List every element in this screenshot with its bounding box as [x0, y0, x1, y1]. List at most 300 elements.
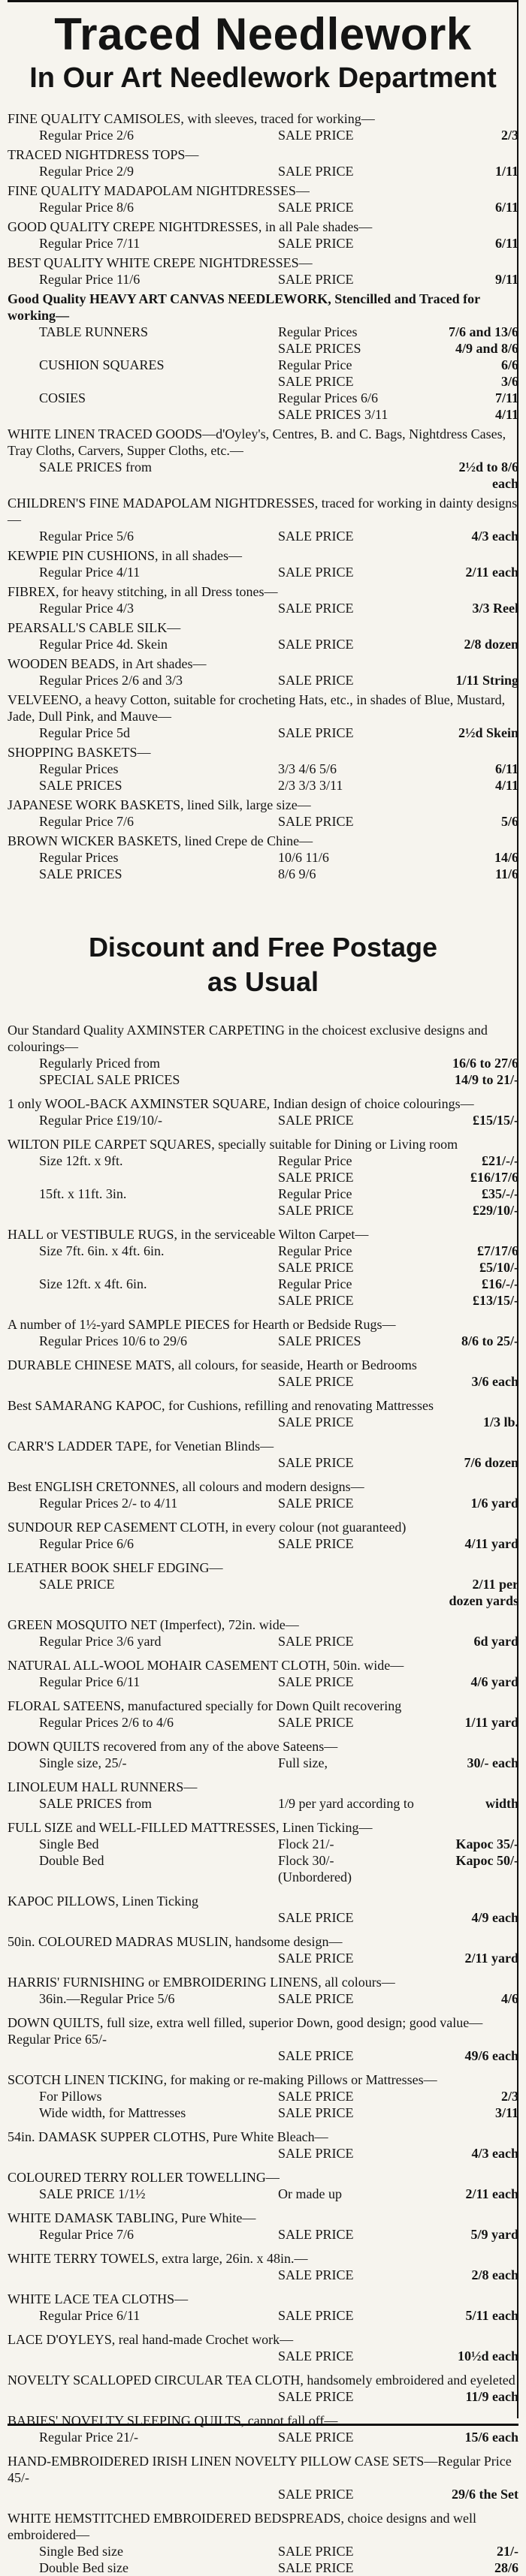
entry-description: PEARSALL'S CABLE SILK— [8, 620, 181, 635]
price-label: Double Bed size [39, 2560, 128, 2575]
entry-description: BABIES' NOVELTY SLEEPING QUILTS, cannot fall off— [8, 2413, 338, 2428]
entry-description: DOWN QUILTS recovered from any of the above Sateens— [8, 1739, 338, 1754]
listing-entry [8, 2331, 518, 2364]
listing-entry [8, 1357, 518, 1390]
price-label: TABLE RUNNERS [39, 324, 149, 339]
price-value: 7/11 [494, 390, 518, 405]
price-value: 4/6 [500, 1991, 518, 2006]
price-row [8, 777, 518, 794]
price-row [8, 1202, 518, 1219]
price-row [8, 1373, 518, 1390]
price-mid: SALE PRICES [278, 341, 361, 356]
price-label: Size 12ft. x 9ft. [39, 1153, 123, 1168]
listing-entry [8, 833, 518, 882]
entry-description: WHITE LINEN TRACED GOODS—d'Oyley's, Centres, B. and C. Bags, Nightdress Cases, Tray Cloths, Carvers, Supper Cloths, etc.— [8, 426, 506, 458]
price-row [8, 2559, 518, 2576]
price-mid: 8/6 9/6 [278, 866, 316, 881]
price-value: 3/6 each [471, 1374, 518, 1389]
listing-entry [8, 2014, 518, 2064]
price-label: Regular Prices 10/6 to 29/6 [39, 1333, 187, 1348]
entry-description: LEATHER BOOK SHELF EDGING— [8, 1560, 223, 1575]
listing-entry [8, 583, 518, 616]
price-row [8, 1055, 518, 1071]
price-value: 5/6 [500, 814, 518, 829]
entry-description: 50in. COLOURED MADRAS MUSLIN, handsome design— [8, 1934, 343, 1949]
listing-entry [8, 426, 518, 492]
price-mid: Regular Price [278, 357, 352, 372]
price-label: Regular Price 6/6 [39, 1536, 134, 1551]
price-row [8, 163, 518, 179]
price-row [8, 1169, 518, 1186]
price-label: Regular Price 4/11 [39, 565, 141, 580]
entry-description: A number of 1½-yard SAMPLE PIECES for Hearth or Bedside Rugs— [8, 1317, 396, 1332]
price-row [8, 127, 518, 143]
price-row [8, 1186, 518, 1202]
price-row [8, 1909, 518, 1926]
listing-entry [8, 1095, 518, 1128]
entry-description: HALL or VESTIBULE RUGS, in the serviceable Wilton Carpet— [8, 1227, 369, 1242]
price-mid: SALE PRICES 3/11 [278, 407, 388, 422]
furnishing-listing [8, 1022, 518, 2576]
listing-entry [8, 2210, 518, 2243]
price-value: £7/17/6 [476, 1243, 518, 1258]
entry-description: WHITE TERRY TOWELS, extra large, 26in. x 48in.— [8, 2251, 308, 2266]
price-value: 6/11 [494, 200, 518, 215]
listing-entry [8, 1316, 518, 1349]
price-value: 4/3 each [471, 2146, 518, 2161]
listing-entry [8, 2453, 518, 2502]
entry-description: LACE D'OYLEYS, real hand-made Crochet work— [8, 2332, 294, 2347]
price-mid: SALE PRICE [278, 725, 354, 740]
price-value: £16/17/6 [470, 1170, 518, 1185]
entry-description: DURABLE CHINESE MATS, all colours, for seaside, Hearth or Bedrooms [8, 1357, 417, 1372]
listing-entry [8, 1819, 518, 1885]
price-row [8, 1852, 518, 1869]
price-label: SPECIAL SALE PRICES [39, 1072, 180, 1087]
price-label: For Pillows [39, 2089, 102, 2104]
entry-description: WILTON PILE CARPET SQUARES, specially suitable for Dining or Living room [8, 1137, 458, 1152]
price-label: Regular Price 2/9 [39, 164, 134, 179]
price-label: Single Bed size [39, 2544, 123, 2559]
listing-entry [8, 2129, 518, 2162]
price-value: £35/-/- [482, 1186, 518, 1201]
price-row [8, 2145, 518, 2162]
price-value: £13/15/- [473, 1293, 518, 1308]
listing-entry [8, 110, 518, 143]
price-row [8, 373, 518, 390]
price-row [8, 1576, 518, 1609]
price-value: 2/8 each [471, 2267, 518, 2282]
price-value: 7/6 dozen [464, 1455, 518, 1470]
price-mid: SALE PRICE [278, 2560, 354, 2575]
price-value: 4/6 yard [470, 1674, 518, 1689]
listing-entry [8, 1616, 518, 1650]
price-row [8, 2186, 518, 2202]
price-label: COSIES [39, 390, 86, 405]
price-label: SALE PRICES from [39, 1796, 153, 1811]
price-row [8, 528, 518, 544]
price-row [8, 2486, 518, 2502]
price-mid: SALE PRICE [278, 2146, 354, 2161]
price-value: 15/6 each [464, 2430, 518, 2445]
price-label: Regular Price 7/6 [39, 814, 134, 829]
price-label: SALE PRICE 1/1½ [39, 2186, 146, 2201]
price-row [8, 406, 518, 423]
price-mid: Full size, [278, 1755, 328, 1770]
price-row [8, 866, 518, 882]
listing-entry [8, 1933, 518, 1966]
price-mid: SALE PRICE [278, 1260, 354, 1275]
entry-description: NATURAL ALL-WOOL MOHAIR CASEMENT CLOTH, 50in. wide— [8, 1658, 404, 1673]
price-value: 4/11 yard [464, 1536, 518, 1551]
entry-description: DOWN QUILTS, full size, extra well filled, superior Down, good design; good value—Regular Price 65/- [8, 2015, 483, 2047]
listing-entry [8, 1738, 518, 1771]
price-label: Regular Price 7/6 [39, 2227, 134, 2242]
listing-entry [8, 1397, 518, 1430]
price-value: 1/11 [494, 164, 518, 179]
entry-description: WHITE LACE TEA CLOTHS— [8, 2291, 189, 2306]
price-mid: Regular Price [278, 1276, 352, 1291]
price-value: 5/11 each [465, 2308, 518, 2323]
price-mid: SALE PRICE [278, 2267, 354, 2282]
entry-description: NOVELTY SCALLOPED CIRCULAR TEA CLOTH, handsomely embroidered and eyeleted [8, 2373, 515, 2388]
entry-description: GREEN MOSQUITO NET (Imperfect), 72in. wide— [8, 1617, 299, 1632]
price-value: 4/11 [494, 407, 518, 422]
price-label: Regular Price 4d. Skein [39, 637, 168, 652]
price-row [8, 324, 518, 340]
price-value: 2/3 [500, 128, 518, 143]
price-label: SALE PRICES from [39, 459, 153, 475]
price-row [8, 2088, 518, 2104]
entry-description: SUNDOUR REP CASEMENT CLOTH, in every colour (not guaranteed) [8, 1520, 407, 1535]
price-mid: 10/6 11/6 [278, 850, 329, 865]
entry-description: FINE QUALITY MADAPOLAM NIGHTDRESSES— [8, 183, 310, 198]
section-heading-line1: Discount and Free Postage [88, 932, 438, 963]
price-value: 28/6 [494, 2560, 518, 2575]
price-label: SALE PRICES [39, 866, 122, 881]
price-label: Regular Prices [39, 850, 119, 865]
entry-description: Best ENGLISH CRETONNES, all colours and modern designs— [8, 1479, 364, 1494]
price-row [8, 357, 518, 373]
listing-entry [8, 1698, 518, 1731]
price-mid: (Unbordered) [278, 1869, 352, 1885]
price-row [8, 2226, 518, 2243]
price-mid: SALE PRICE [278, 2227, 354, 2242]
listing-entry [8, 2169, 518, 2202]
price-label: SALE PRICE [39, 1577, 115, 1592]
entry-description: FULL SIZE and WELL-FILLED MATTRESSES, Linen Ticking— [8, 1820, 373, 1835]
price-mid: SALE PRICE [278, 1991, 354, 2006]
listing-entry [8, 1022, 518, 1088]
entry-description: FIBREX, for heavy stitching, in all Dress tones— [8, 584, 278, 599]
price-mid: SALE PRICE [278, 164, 354, 179]
price-value: 14/6 [494, 850, 518, 865]
page-title: Traced Needlework [54, 9, 472, 59]
price-row [8, 1112, 518, 1128]
price-label: Size 7ft. 6in. x 4ft. 6in. [39, 1243, 165, 1258]
price-mid: 1/9 per yard according to [278, 1796, 414, 1811]
price-mid: SALE PRICE [278, 2487, 354, 2502]
section-gap [8, 885, 518, 930]
price-value: 4/9 each [471, 1910, 518, 1925]
price-mid: 2/3 3/3 3/11 [278, 778, 343, 793]
price-mid: SALE PRICE [278, 1910, 354, 1925]
price-mid: Flock 30/- [278, 1853, 334, 1868]
listing-entry [8, 182, 518, 215]
price-row [8, 1755, 518, 1771]
bottom-rule [8, 2424, 518, 2426]
price-mid: SALE PRICE [278, 1674, 354, 1689]
price-row [8, 2267, 518, 2283]
price-mid: SALE PRICE [278, 128, 354, 143]
price-label: Wide width, for Mattresses [39, 2105, 186, 2120]
price-row [8, 2543, 518, 2559]
price-row [8, 1259, 518, 1276]
entry-description: HARRIS' FURNISHING or EMBROIDERING LINENS, all colours— [8, 1975, 395, 1990]
price-mid: SALE PRICE [278, 374, 354, 389]
price-mid: Regular Price [278, 1243, 352, 1258]
listing-entry [8, 1779, 518, 1812]
price-mid: SALE PRICE [278, 2544, 354, 2559]
price-mid: SALE PRICE [278, 1455, 354, 1470]
price-row [8, 2307, 518, 2324]
price-mid: SALE PRICE [278, 236, 354, 251]
price-row [8, 1454, 518, 1471]
listing-entry [8, 255, 518, 288]
price-value: 3/11 [494, 2105, 518, 2120]
price-row [8, 2348, 518, 2364]
listing-entry [8, 146, 518, 179]
entry-description: BROWN WICKER BASKETS, lined Crepe de Chine— [8, 833, 313, 848]
price-label: Size 12ft. x 4ft. 6in. [39, 1276, 147, 1291]
entry-description: LINOLEUM HALL RUNNERS— [8, 1779, 198, 1794]
price-row [8, 849, 518, 866]
price-value: 21/- [497, 2544, 518, 2559]
price-mid: SALE PRICE [278, 2089, 354, 2104]
price-value: 5/9 yard [470, 2227, 518, 2242]
entry-description: Our Standard Quality AXMINSTER CARPETING in the choicest exclusive designs and colourings— [8, 1023, 488, 1054]
price-mid: SALE PRICE [278, 601, 354, 616]
price-value: 30/- each [467, 1755, 518, 1770]
listing-entry [8, 495, 518, 544]
price-row [8, 1535, 518, 1552]
price-label: Regular Price 7/11 [39, 236, 141, 251]
price-value: 10½d each [458, 2349, 518, 2364]
price-mid: SALE PRICE [278, 1951, 354, 1966]
price-row [8, 1243, 518, 1259]
price-value: 2/3 [500, 2089, 518, 2104]
price-mid: SALE PRICE [278, 2105, 354, 2120]
listing-entry [8, 1519, 518, 1552]
price-row [8, 761, 518, 777]
price-row [8, 1633, 518, 1650]
price-mid: SALE PRICE [278, 1293, 354, 1308]
price-label: Regular Price 21/- [39, 2430, 138, 2445]
price-row [8, 813, 518, 830]
price-value: £21/-/- [482, 1153, 518, 1168]
price-mid: Regular Prices [278, 324, 358, 339]
price-row [8, 600, 518, 616]
price-mid: Flock 21/- [278, 1836, 334, 1851]
price-mid: SALE PRICE [278, 2308, 354, 2323]
top-rule [8, 0, 518, 2]
price-label: Regular Price 3/6 yard [39, 1634, 162, 1649]
listing-entry [8, 1657, 518, 1690]
price-mid: SALE PRICE [278, 1634, 354, 1649]
price-row [8, 1990, 518, 2007]
price-row [8, 1795, 518, 1812]
section-heading-line2: as Usual [207, 966, 319, 997]
listing-entry [8, 218, 518, 252]
price-value: 6d yard [473, 1634, 518, 1649]
entry-description: KEWPIE PIN CUSHIONS, in all shades— [8, 548, 242, 563]
entry-description: WHITE DAMASK TABLING, Pure White— [8, 2210, 256, 2225]
price-mid: SALE PRICE [278, 1374, 354, 1389]
price-row [8, 1495, 518, 1511]
price-value: £15/15/- [473, 1113, 518, 1128]
price-value: 6/11 [494, 236, 518, 251]
price-value: 4/3 each [471, 529, 518, 544]
listing-entry [8, 1438, 518, 1471]
price-value: £5/10/- [479, 1260, 518, 1275]
entry-description: KAPOC PILLOWS, Linen Ticking [8, 1894, 199, 1909]
price-value: 29/6 the Set [452, 2487, 518, 2502]
price-label: 15ft. x 11ft. 3in. [39, 1186, 127, 1201]
listing-entry [8, 1478, 518, 1511]
listing-entry [8, 1136, 518, 1219]
price-mid: SALE PRICE [278, 529, 354, 544]
price-row [8, 2429, 518, 2445]
price-label: Regular Prices 2/6 and 3/3 [39, 673, 183, 688]
entry-description: WHITE HEMSTITCHED EMBROIDERED BEDSPREADS, choice designs and well embroidered— [8, 2511, 476, 2542]
entry-description: CARR'S LADDER TAPE, for Venetian Blinds— [8, 1439, 274, 1454]
price-value: 9/11 [494, 272, 518, 287]
price-label: Double Bed [39, 1853, 104, 1868]
price-value: 11/6 [494, 866, 518, 881]
entry-description: BEST QUALITY WHITE CREPE NIGHTDRESSES— [8, 255, 313, 270]
listing-entry [8, 2510, 518, 2576]
price-label: Regular Price 11/6 [39, 272, 141, 287]
listing-entry [8, 291, 518, 423]
price-value: 1/11 yard [464, 1715, 518, 1730]
price-value: 1/11 String [455, 673, 518, 688]
listing-entry [8, 1893, 518, 1926]
price-row [8, 1276, 518, 1292]
price-mid: Regular Price [278, 1186, 352, 1201]
price-mid: SALE PRICE [278, 814, 354, 829]
listing-entry [8, 1226, 518, 1309]
price-label: Regular Price 6/11 [39, 2308, 141, 2323]
price-mid: SALE PRICE [278, 637, 354, 652]
price-value: Kapoc 50/- [455, 1853, 518, 1868]
entry-description: COLOURED TERRY ROLLER TOWELLING— [8, 2170, 280, 2185]
listing-entry [8, 2250, 518, 2283]
price-label: Regular Prices 2/6 to 4/6 [39, 1715, 174, 1730]
price-value: 1/6 yard [470, 1496, 518, 1511]
price-mid: SALE PRICE [278, 1415, 354, 1430]
listing-entry [8, 744, 518, 794]
price-value: 1/3 lb. [482, 1415, 518, 1430]
price-mid: SALE PRICE [278, 2349, 354, 2364]
entry-description: Good Quality HEAVY ART CANVAS NEEDLEWORK, Stencilled and Traced for working— [8, 291, 480, 323]
price-mid: SALE PRICE [278, 2430, 354, 2445]
price-mid: SALE PRICE [278, 1496, 354, 1511]
price-value: 3/3 Reel [472, 601, 518, 616]
listing-entry [8, 2412, 518, 2445]
entry-description: HAND-EMBROIDERED IRISH LINEN NOVELTY PILLOW CASE SETS—Regular Price 45/- [8, 2454, 512, 2485]
price-label: Regular Price 4/3 [39, 601, 134, 616]
price-mid: SALE PRICE [278, 272, 354, 287]
price-value: 2/8 dozen [464, 637, 518, 652]
price-label: Regular Prices 2/- to 4/11 [39, 1496, 178, 1511]
price-row [8, 564, 518, 580]
price-mid: 3/3 4/6 5/6 [278, 761, 337, 776]
price-value: 11/9 each [465, 2389, 518, 2404]
entry-description: Best SAMARANG KAPOC, for Cushions, refilling and renovating Mattresses [8, 1398, 434, 1413]
price-label: CUSHION SQUARES [39, 357, 165, 372]
price-mid: SALE PRICE [278, 1715, 354, 1730]
price-mid: SALE PRICE [278, 1113, 354, 1128]
price-row [8, 636, 518, 652]
price-row [8, 1950, 518, 1966]
entry-description: VELVEENO, a heavy Cotton, suitable for crocheting Hats, etc., in shades of Blue, Mustard, Jade, Dull Pink, and Mauve— [8, 692, 506, 724]
listing-entry [8, 2372, 518, 2405]
price-value: 2½d to 8/6 each [458, 459, 518, 491]
price-row [8, 1333, 518, 1349]
price-label: Regular Price 8/6 [39, 200, 134, 215]
listing-entry [8, 797, 518, 830]
price-label: Regular Price 6/11 [39, 1674, 141, 1689]
price-row [8, 672, 518, 688]
entry-description: TRACED NIGHTDRESS TOPS— [8, 147, 199, 162]
price-mid: SALE PRICE [278, 1536, 354, 1551]
price-row [8, 2104, 518, 2121]
listing-entry [8, 2071, 518, 2121]
entry-description: CHILDREN'S FINE MADAPOLAM NIGHTDRESSES, traced for working in dainty designs— [8, 496, 518, 527]
price-value: £29/10/- [473, 1203, 518, 1218]
price-value: 6/6 [500, 357, 518, 372]
needlework-listing [8, 106, 518, 882]
price-row [8, 725, 518, 741]
listing-entry [8, 655, 518, 688]
price-row [8, 1836, 518, 1852]
price-label: Single size, 25/- [39, 1755, 127, 1770]
price-value: 2/11 each [465, 565, 518, 580]
price-mid: SALE PRICE [278, 565, 354, 580]
price-value: 16/6 to 27/6 [452, 1056, 518, 1071]
price-mid: SALE PRICE [278, 2048, 354, 2063]
price-label: SALE PRICES [39, 778, 122, 793]
price-value: 4/11 [494, 778, 518, 793]
price-mid: SALE PRICE [278, 673, 354, 688]
price-value: width [485, 1796, 518, 1811]
entry-description: 1 only WOOL-BACK AXMINSTER SQUARE, Indian design of choice colourings— [8, 1096, 474, 1111]
price-value: 4/9 and 8/6 [455, 341, 518, 356]
price-row [8, 199, 518, 215]
price-row [8, 390, 518, 406]
price-label: Regular Prices [39, 761, 119, 776]
price-value: 7/6 and 13/6 [448, 324, 518, 339]
price-mid: SALE PRICE [278, 1170, 354, 1185]
price-row [8, 1414, 518, 1430]
price-value: 14/9 to 21/- [455, 1072, 518, 1087]
price-row [8, 2388, 518, 2405]
price-label: Regular Price 2/6 [39, 128, 134, 143]
price-value: 49/6 each [464, 2048, 518, 2063]
price-row [8, 1714, 518, 1731]
page-subtitle: In Our Art Needlework Department [29, 62, 497, 94]
price-value: 8/6 to 25/- [461, 1333, 518, 1348]
